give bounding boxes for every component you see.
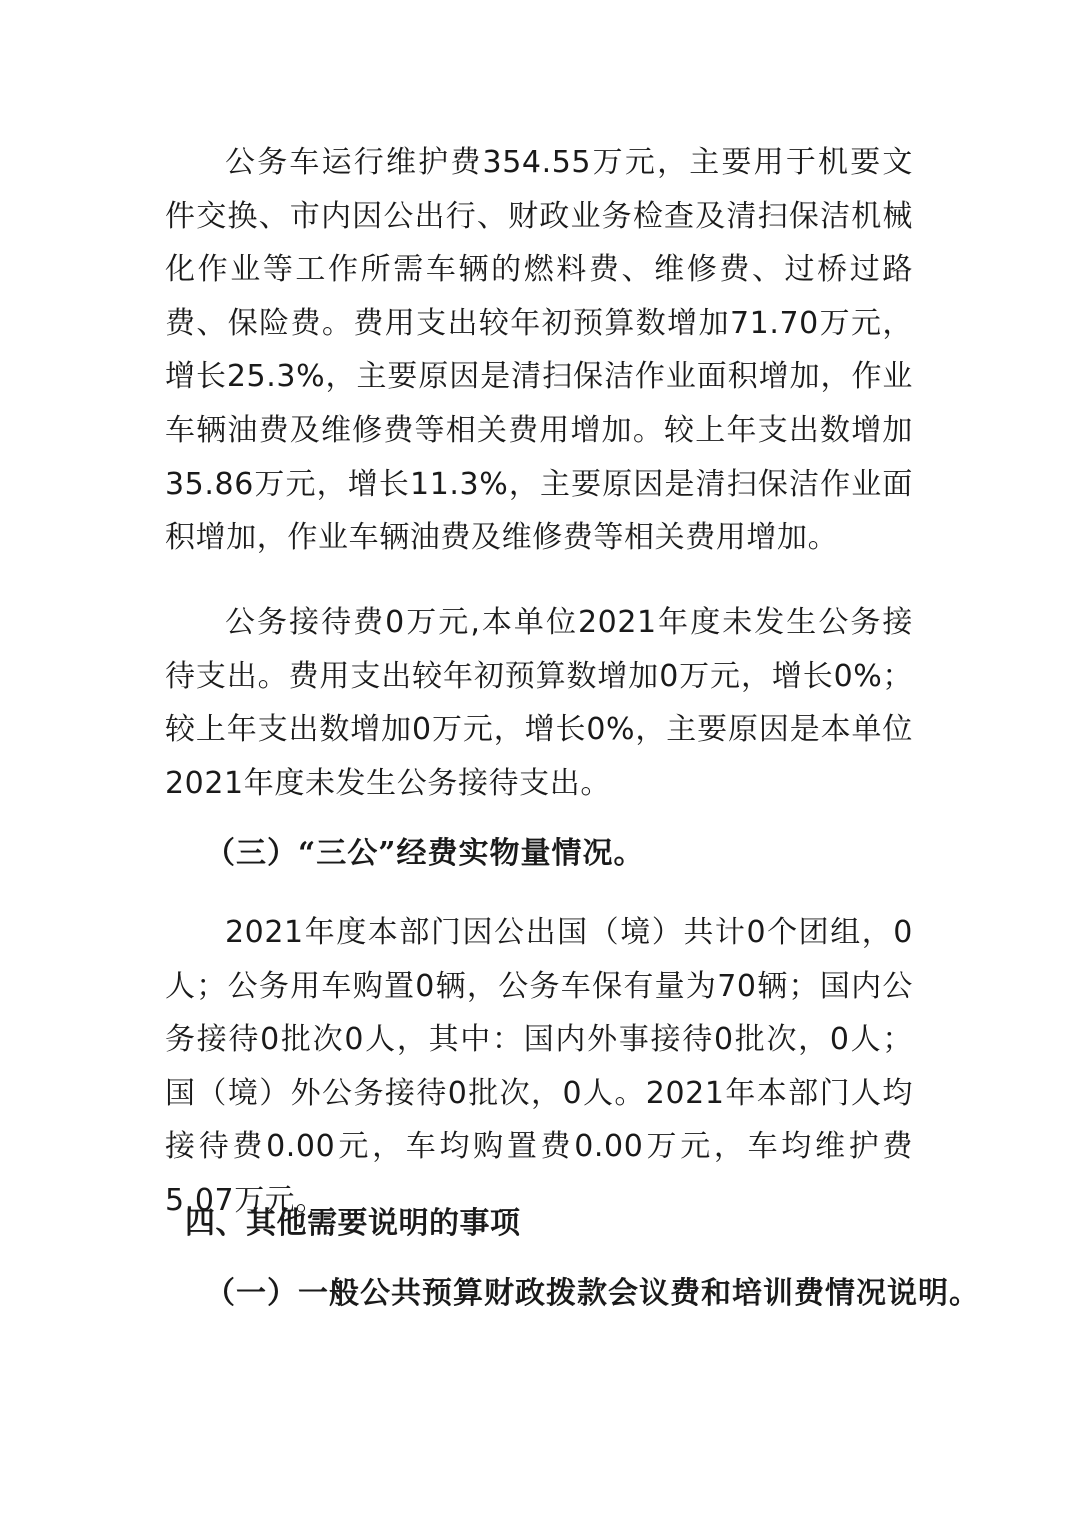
paragraph-reception-expense: 公务接待费0万元,本单位2021年度未发生公务接待支出。费用支出较年初预算数增加0万元，增长0%；较上年支出数增加0万元，增长0%，主要原因是本单位2021年度未发生公务接待支出。 — [165, 605, 913, 801]
heading-section-3: （三）“三公”经费实物量情况。 — [205, 836, 645, 871]
heading-section-4: 四、其他需要说明的事项 — [185, 1206, 521, 1241]
paragraph-physical-quantity: 2021年度本部门因公出国（境）共计0个团组，0人；公务用车购置0辆，公务车保有量为70辆；国内公务接待0批次0人，其中：国内外事接待0批次，0人；国（境）外公务接待0批次，0人。2021年本部门人均接待费0.00元，车均购置费0.00万元，车均维护费5.07万元。 — [165, 915, 913, 1218]
paragraph-vehicle-maintenance: 公务车运行维护费354.55万元，主要用于机要文件交换、市内因公出行、财政业务检查及清扫保洁机械化作业等工作所需车辆的燃料费、维修费、过桥过路费、保险费。费用支出较年初预算数增加71.70万元，增长25.3%，主要原因是清扫保洁作业面积增加，作业车辆油费及维修费等相关费用增加。较上年支出数增加35.86万元，增长11.3%，主要原因是清扫保洁作业面积增加，作业车辆油费及维修费等相关费用增加。 — [165, 145, 913, 556]
heading-section-4-1: （一）一般公共预算财政拨款会议费和培训费情况说明。 — [205, 1276, 980, 1311]
